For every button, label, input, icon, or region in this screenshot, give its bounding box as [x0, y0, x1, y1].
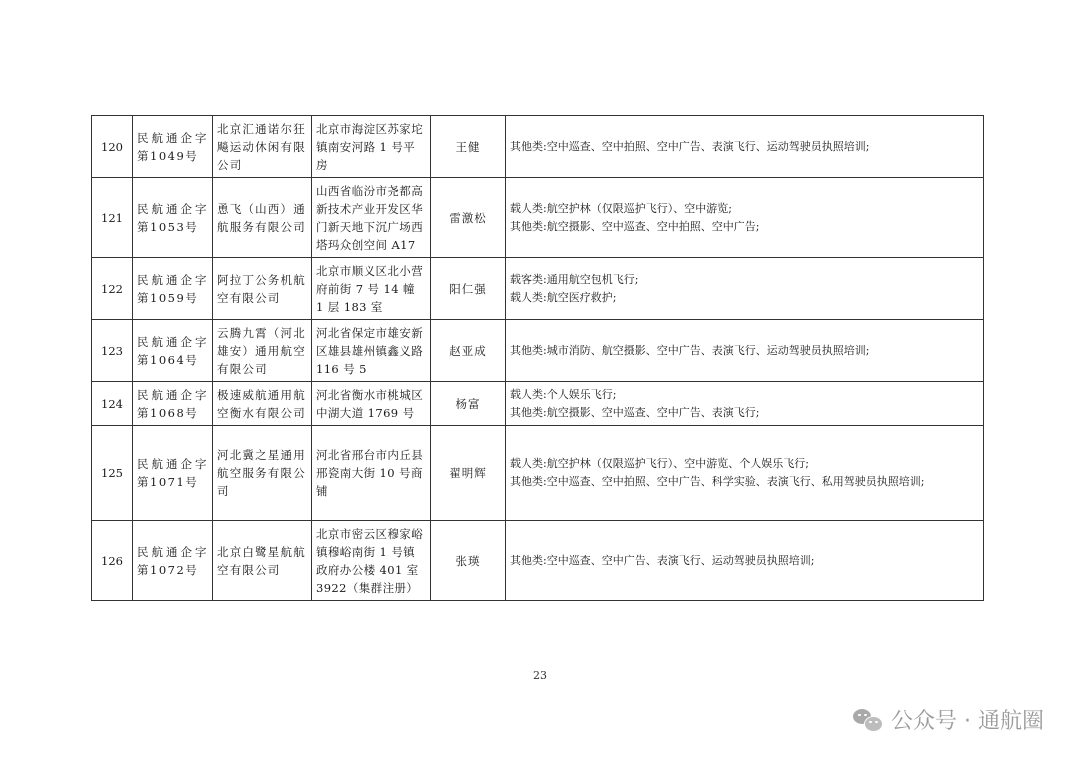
row-number: 122 — [92, 258, 133, 320]
business-scope — [506, 320, 984, 382]
legal-representative: 赵亚成 — [431, 320, 506, 382]
scope-line: 载人类:个人娱乐飞行; — [510, 387, 617, 401]
company-name: 云腾九霄（河北雄安）通用航空有限公司 — [213, 320, 312, 382]
company-address: 河北省保定市雄安新区雄县雄州镇鑫义路 116 号 5 — [312, 320, 431, 382]
company-name: 北京白鹭星航航空有限公司 — [213, 521, 312, 601]
company-address: 北京市海淀区苏家坨镇南安河路 1 号平房 — [312, 116, 431, 178]
company-name: 河北冀之星通用航空服务有限公司 — [213, 426, 312, 521]
company-address: 山西省临汾市尧都高新技术产业开发区华门新天地下沉广场西塔玛众创空间 A17 — [312, 178, 431, 258]
permit-number: 民航通企字第1049号 — [133, 116, 213, 178]
scope-line: 其他类:空中巡查、空中拍照、空中广告、科学实验、表演飞行、私用驾驶员执照培训; — [510, 475, 925, 488]
scope-line: 载人类:航空医疗救护; — [510, 290, 617, 304]
scope-line: 其他类:空中巡查、空中拍照、空中广告、表演飞行、运动驾驶员执照培训; — [510, 139, 870, 153]
company-name: 阿拉丁公务机航空有限公司 — [213, 258, 312, 320]
table-row — [92, 116, 984, 178]
row-number: 125 — [92, 426, 133, 521]
legal-representative: 杨富 — [431, 382, 506, 426]
company-address: 北京市密云区穆家峪镇穆峪南街 1 号镇政府办公楼 401 室 3922（集群注册） — [312, 521, 431, 601]
row-number: 123 — [92, 320, 133, 382]
legal-representative: 王健 — [431, 116, 506, 178]
permit-table — [91, 115, 984, 601]
permit-number: 民航通企字第1072号 — [133, 521, 213, 601]
company-name: 北京汇通诺尔狂飚运动休闲有限公司 — [213, 116, 312, 178]
scope-line: 载人类:航空护林（仅限巡护飞行）、空中游览; — [510, 201, 732, 215]
row-number: 120 — [92, 116, 133, 178]
table-row — [92, 178, 984, 258]
legal-representative: 翟明辉 — [431, 426, 506, 521]
row-number: 124 — [92, 382, 133, 426]
permit-number: 民航通企字第1053号 — [133, 178, 213, 258]
legal-representative: 张瑛 — [431, 521, 506, 601]
row-number: 126 — [92, 521, 133, 601]
permit-number: 民航通企字第1064号 — [133, 320, 213, 382]
wechat-icon — [853, 707, 883, 733]
business-scope — [506, 178, 984, 258]
watermark-text: 公众号 · 通航圈 — [891, 709, 1044, 734]
business-scope — [506, 258, 984, 320]
scope-line: 载人类:航空护林（仅限巡护飞行）、空中游览、个人娱乐飞行; — [510, 457, 809, 470]
company-address: 北京市顺义区北小营府前街 7 号 14 幢 1 层 183 室 — [312, 258, 431, 320]
scope-line: 其他类:航空摄影、空中巡查、空中拍照、空中广告; — [510, 219, 760, 233]
table-row — [92, 258, 984, 320]
permit-number: 民航通企字第1068号 — [133, 382, 213, 426]
page-number: 23 — [533, 669, 547, 682]
table-row — [92, 426, 984, 521]
table-row — [92, 382, 984, 426]
scope-line: 其他类:空中巡查、空中广告、表演飞行、运动驾驶员执照培训; — [510, 553, 815, 567]
company-name: 极速威航通用航空衡水有限公司 — [213, 382, 312, 426]
scope-line: 其他类:航空摄影、空中巡查、空中广告、表演飞行; — [510, 405, 760, 419]
row-number: 121 — [92, 178, 133, 258]
company-address: 河北省衡水市桃城区中湖大道 1769 号 — [312, 382, 431, 426]
permit-number: 民航通企字第1059号 — [133, 258, 213, 320]
scope-line: 载客类:通用航空包机飞行; — [510, 272, 639, 286]
business-scope — [506, 382, 984, 426]
legal-representative: 阳仁强 — [431, 258, 506, 320]
scope-line: 其他类:城市消防、航空摄影、空中广告、表演飞行、运动驾驶员执照培训; — [510, 343, 870, 357]
company-name: 恿飞（山西）通航服务有限公司 — [213, 178, 312, 258]
business-scope — [506, 116, 984, 178]
legal-representative: 雷激松 — [431, 178, 506, 258]
table-row — [92, 521, 984, 601]
company-address: 河北省邢台市内丘县邢瓷南大街 10 号商铺 — [312, 426, 431, 521]
business-scope — [506, 521, 984, 601]
table-row — [92, 320, 984, 382]
watermark — [853, 704, 1044, 735]
business-scope — [506, 426, 984, 521]
permit-number: 民航通企字第1071号 — [133, 426, 213, 521]
